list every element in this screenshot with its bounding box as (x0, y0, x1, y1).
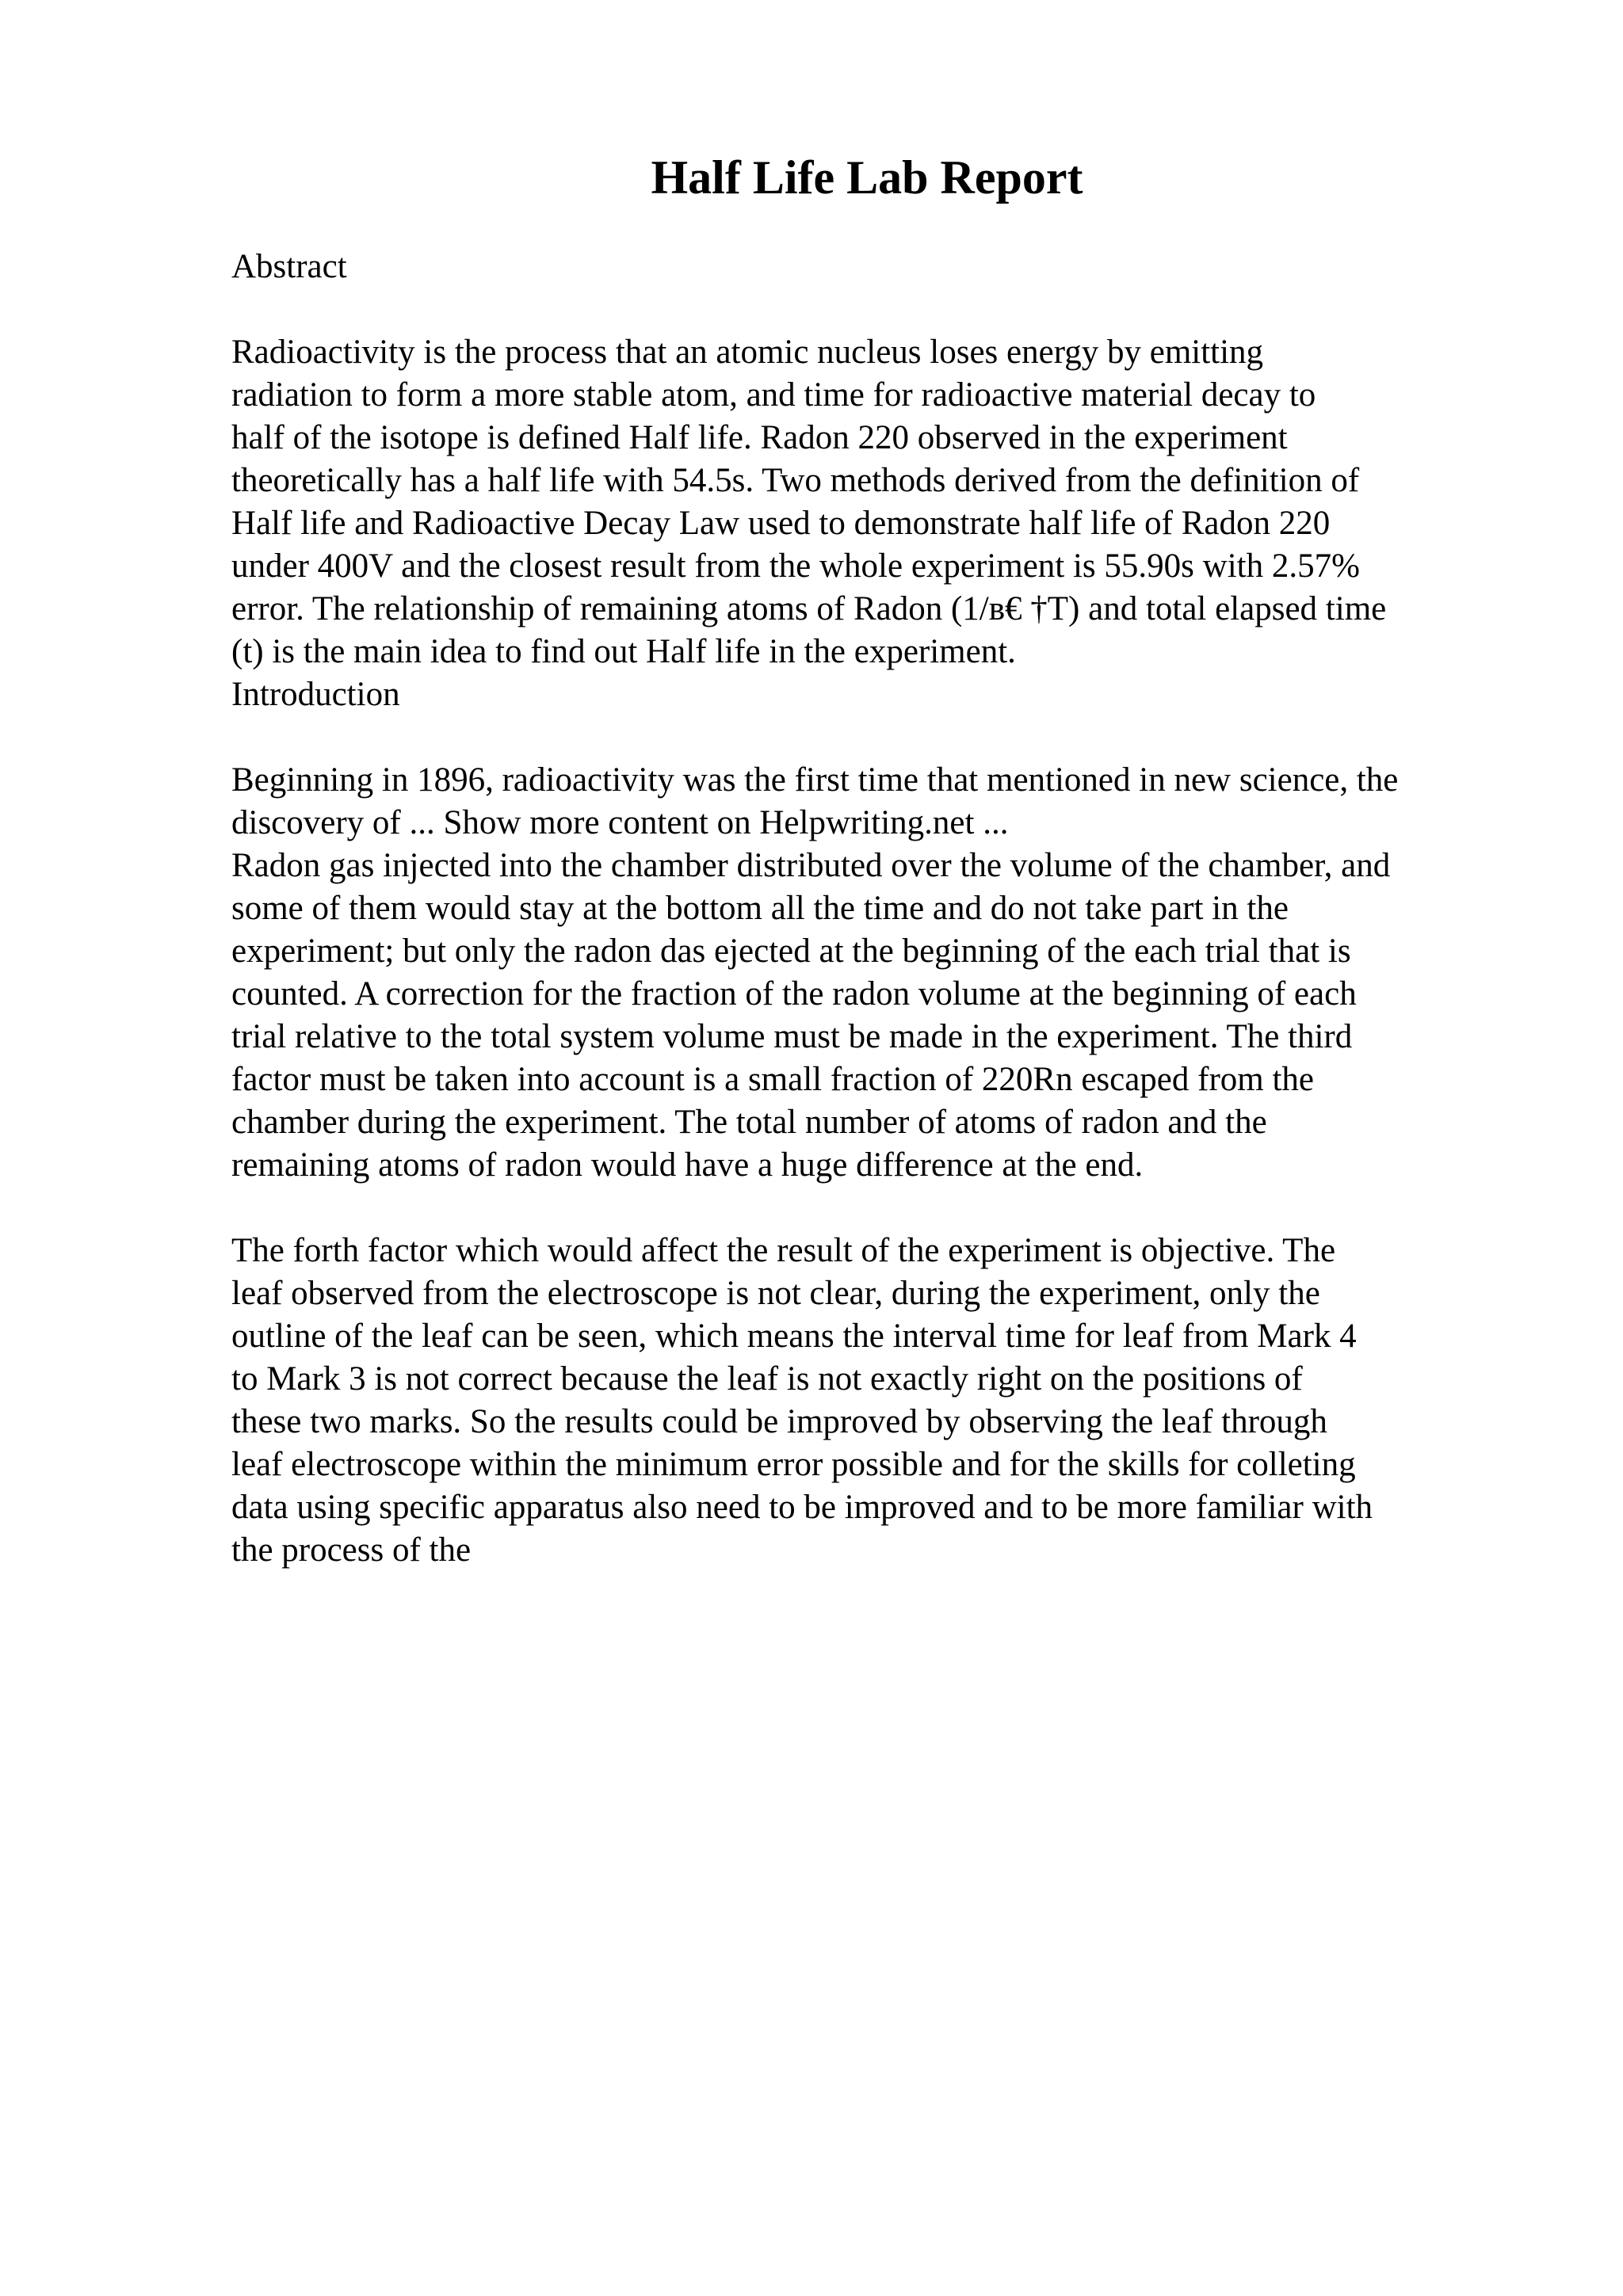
discussion-line: chamber during the experiment. The total number of atoms of radon and the (231, 1104, 1267, 1141)
discussion-paragraph (231, 1230, 1515, 1572)
discussion-line: to Mark 3 is not correct because the leaf is not exactly right on the positions of (231, 1360, 1303, 1398)
discussion-line: counted. A correction for the fraction of the radon volume at the beginning of each (231, 975, 1357, 1013)
abstract-line: Half life and Radioactive Decay Law used to demonstrate half life of Radon 220 (231, 505, 1331, 542)
discussion-line: the process of the (231, 1531, 472, 1569)
abstract-line: Radioactivity is the process that an atomic nucleus loses energy by emitting (231, 334, 1264, 371)
abstract-line: (t) is the main idea to find out Half life in the experiment. (231, 633, 1016, 670)
introduction-heading: Introduction (231, 676, 400, 713)
introduction-line: Beginning in 1896, radioactivity was the first time that mentioned in new science, the (231, 761, 1399, 799)
introduction-paragraph (231, 759, 1515, 845)
abstract-paragraph (231, 331, 1515, 673)
discussion-line: The forth factor which would affect the result of the experiment is objective. The (231, 1232, 1336, 1269)
discussion-line: trial relative to the total system volume must be made in the experiment. The third (231, 1018, 1353, 1055)
introduction-line: discovery of ... Show more content on Helpwriting.net ... (231, 804, 1009, 841)
document-title: Half Life Lab Report (651, 151, 1083, 204)
discussion-line: leaf electroscope within the minimum error possible and for the skills for colleting (231, 1446, 1356, 1483)
discussion-paragraph (231, 845, 1515, 1187)
discussion-line: Radon gas injected into the chamber distributed over the volume of the chamber, and (231, 847, 1391, 884)
discussion-line: factor must be taken into account is a small fraction of 220Rn escaped from the (231, 1061, 1315, 1098)
discussion-line: some of them would stay at the bottom all the time and do not take part in the (231, 890, 1289, 927)
abstract-line: error. The relationship of remaining atoms of Radon (1/в€ †T) and total elapsed time (231, 590, 1387, 627)
discussion-line: experiment; but only the radon das ejected at the beginning of the each trial that is (231, 933, 1351, 970)
discussion-line: these two marks. So the results could be improved by observing the leaf through (231, 1403, 1327, 1440)
discussion-line: remaining atoms of radon would have a huge difference at the end. (231, 1146, 1144, 1184)
abstract-heading: Abstract (231, 248, 347, 285)
abstract-line: theoretically has a half life with 54.5s. Two methods derived from the definition of (231, 462, 1360, 499)
abstract-line: half of the isotope is defined Half life. Radon 220 observed in the experiment (231, 419, 1288, 456)
abstract-line: under 400V and the closest result from the whole experiment is 55.90s with 2.57% (231, 547, 1360, 585)
discussion-line: leaf observed from the electroscope is not clear, during the experiment, only the (231, 1275, 1320, 1312)
discussion-line: outline of the leaf can be seen, which means the interval time for leaf from Mark 4 (231, 1318, 1357, 1355)
abstract-line: radiation to form a more stable atom, and time for radioactive material decay to (231, 376, 1316, 414)
discussion-line: data using specific apparatus also need to be improved and to be more familiar with (231, 1489, 1373, 1526)
